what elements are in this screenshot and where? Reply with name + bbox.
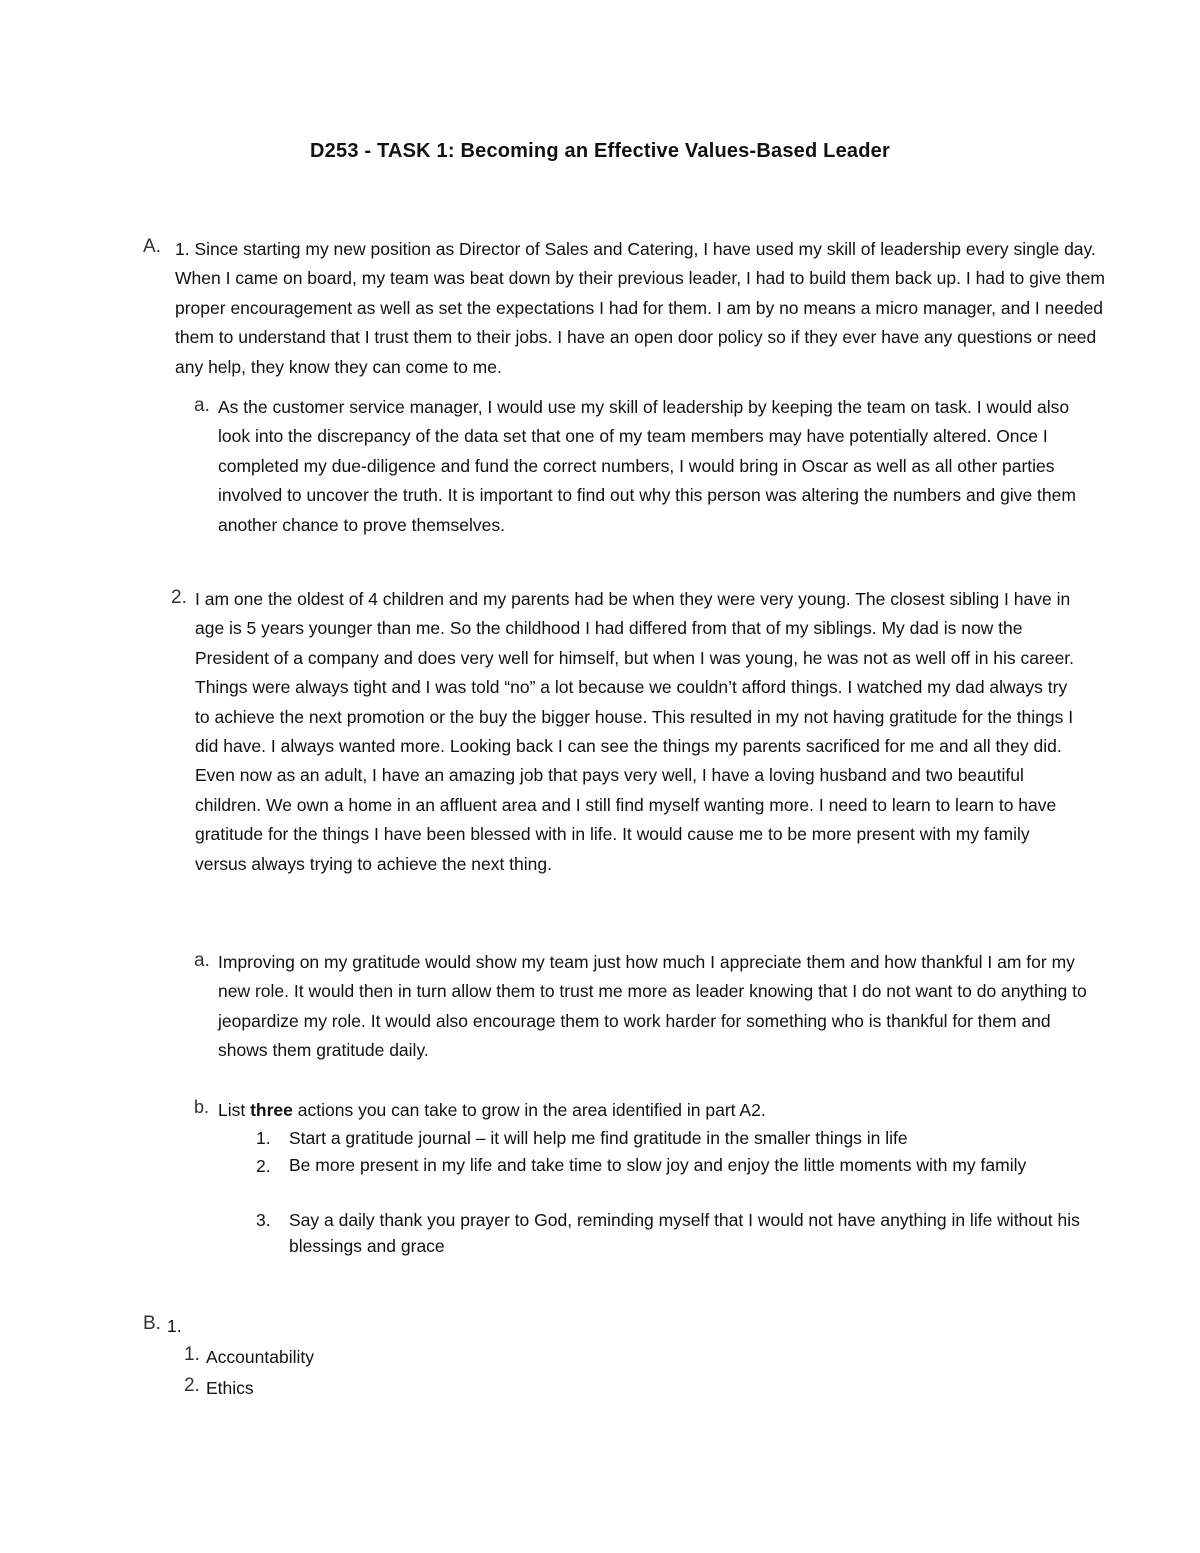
section-b-marker: B. — [143, 1313, 161, 1334]
section-b-item-number: 1. — [184, 1344, 200, 1365]
section-a-item1-paragraph — [175, 235, 1105, 382]
section-a-item2-marker: 2. — [171, 587, 187, 608]
section-a-item1-text: Since starting my new position as Director of Sales and Catering, I have used my skill of leadership every single day. When I came on board, my team was beat down by their previous leader, I had to build them back up. I had to give them proper encouragement as well as set the expectations I had for them. I am by no means a micro manager, and I needed them to understand that I trust them to their jobs. I have an open door policy so if they ever have any questions or need any help, they know they can come to me. — [175, 239, 1105, 377]
section-a-item2-text: I am one the oldest of 4 children and my parents had be when they were very young. The closest sibling I have in age is 5 years younger than me. So the childhood I had differed from that of my siblings. My dad is now the President of a company and does very well for himself, but when I was young, he was not as well off in his career. Things were always tight and I was told “no” a lot because we couldn’t afford things. I watched my dad always try to achieve the next promotion or the buy the bigger house. This resulted in my not having gratitude for the things I did have. I always wanted more. Looking back I can see the things my parents sacrificed for me and all they did. Even now as an adult, I have an amazing job that pays very well, I have a loving husband and two beautiful children. We own a home in an affluent area and I still find myself wanting more. I need to learn to learn to have gratitude for the things I have been blessed with in life. It would cause me to be more present with my family versus always trying to achieve the next thing. — [195, 589, 1075, 874]
prompt-bold-word: three — [250, 1100, 293, 1120]
action-text: Start a gratitude journal – it will help me find gratitude in the smaller things in life — [289, 1128, 908, 1148]
section-a-item2-sub-a-marker: a. — [194, 950, 210, 971]
section-a-item2-sub-b-prompt — [218, 1097, 1088, 1124]
action-text: Be more present in my life and take time to slow joy and enjoy the little moments with my family — [289, 1155, 1027, 1175]
section-a-marker: A. — [143, 236, 161, 257]
section-a-item2-sub-a-text: Improving on my gratitude would show my team just how much I appreciate them and how thankful I am for my new role. It would then in turn allow them to trust me more as leader knowing that I do not want to do anything to jeopardize my role. It would also encourage them to work harder for something who is thankful for them and shows them gratitude daily. — [218, 952, 1087, 1061]
section-b-item-number: 2. — [184, 1375, 200, 1396]
prompt-text-before: List — [218, 1100, 251, 1120]
action-number: 3. — [256, 1210, 271, 1230]
section-a-item2-sub-b-marker: b. — [194, 1097, 210, 1117]
action-text: Say a daily thank you prayer to God, reminding myself that I would not have anything in life without his blessings and grace — [289, 1210, 1080, 1256]
section-a-item1-sub-a-marker: a. — [194, 395, 210, 416]
action-number: 2. — [256, 1156, 271, 1176]
section-b-item-text: Accountability — [206, 1347, 314, 1367]
action-number: 1. — [256, 1128, 271, 1148]
section-a-item1-sub-a-text: As the customer service manager, I would use my skill of leadership by keeping the team on task. I would also look into the discrepancy of the data set that one of my team members may have potentially altered. Once I completed my due-diligence and fund the correct numbers, I would bring in Oscar as well as all other parties involved to uncover the truth. It is important to find out why this person was altering the numbers and give them another chance to prove themselves. — [218, 397, 1076, 535]
document-title: D253 - TASK 1: Becoming an Effective Values-Based Leader — [310, 140, 890, 162]
section-b-number: 1. — [167, 1316, 182, 1336]
section-a-item1-number: 1. — [175, 239, 190, 259]
prompt-text-after: actions you can take to grow in the area identified in part A2. — [292, 1100, 766, 1120]
section-b-item-text: Ethics — [206, 1378, 254, 1398]
